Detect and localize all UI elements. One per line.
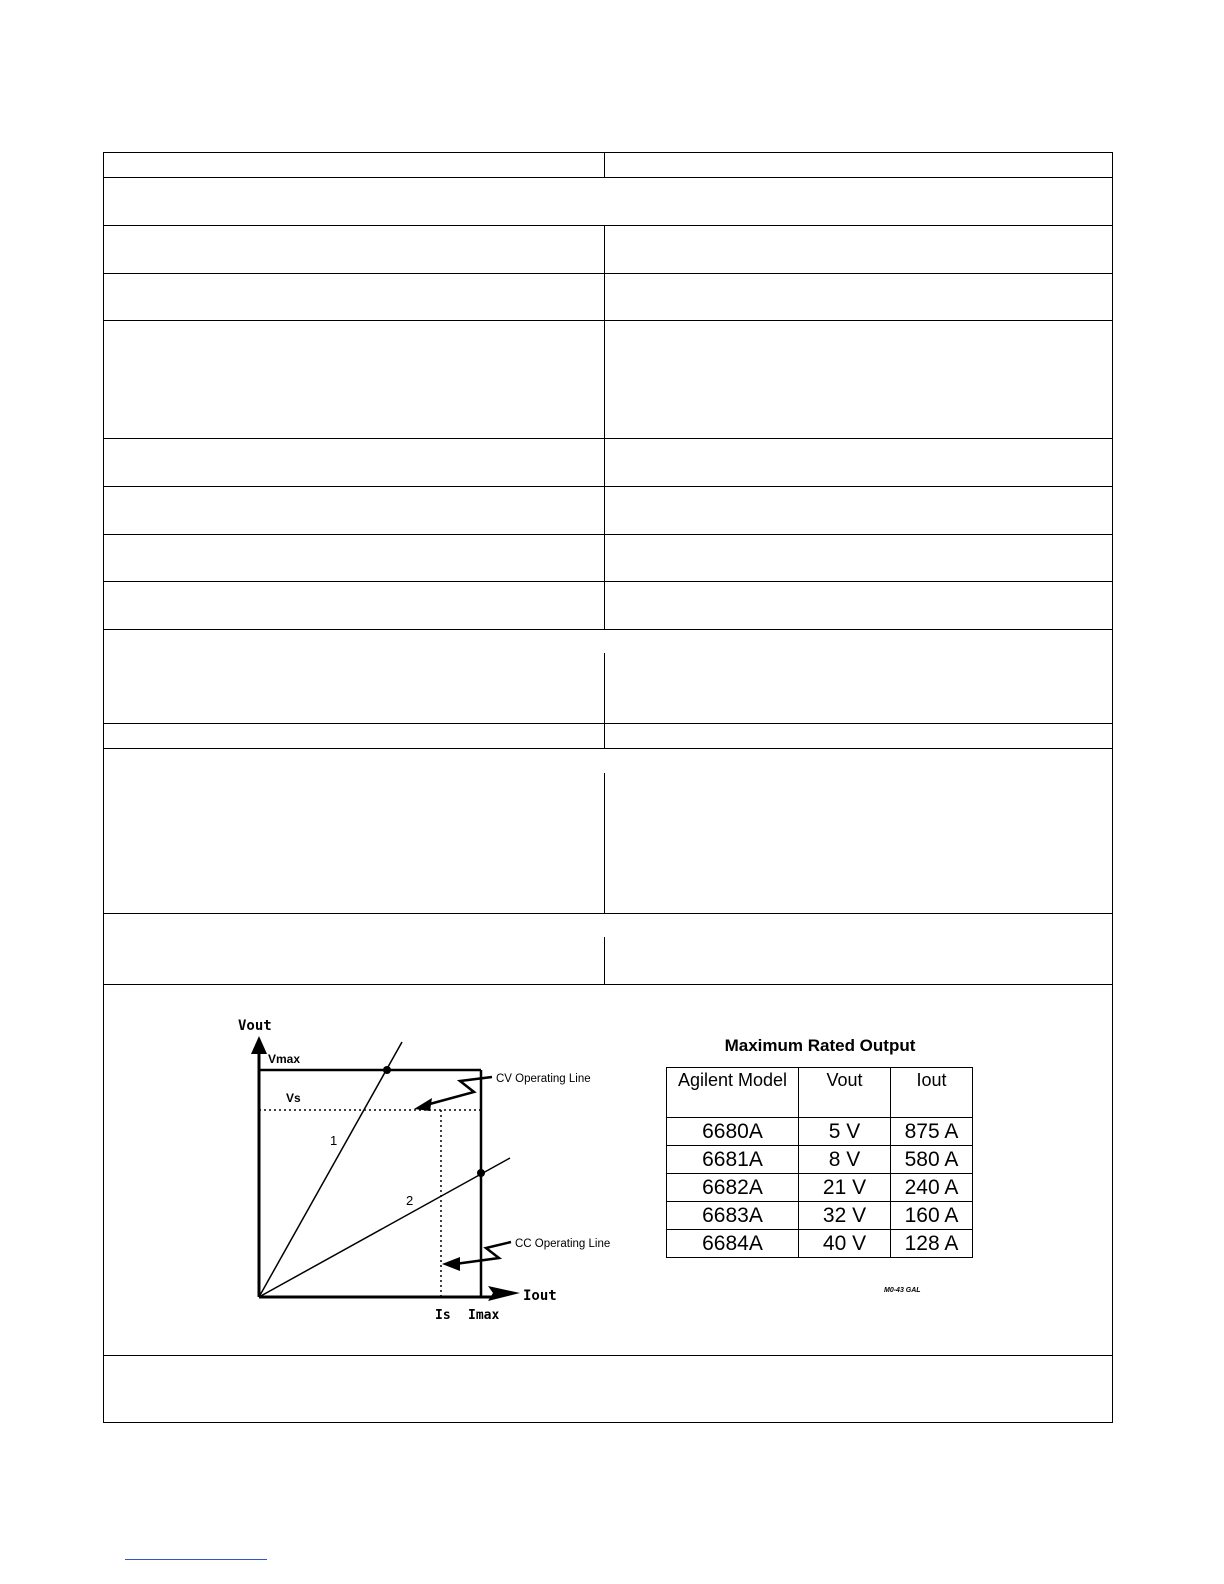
iout-cell: 128 A: [891, 1230, 973, 1258]
vmax-label: Vmax: [268, 1052, 301, 1066]
column-divider: [604, 937, 605, 984]
vout-axis-label: Vout: [238, 1018, 272, 1034]
vs-label: Vs: [286, 1091, 301, 1105]
iout-cell: 240 A: [891, 1174, 973, 1202]
intersection-point-1: [383, 1066, 391, 1074]
is-label: Is: [435, 1308, 451, 1323]
header-model: Agilent Model: [667, 1068, 799, 1118]
footer-link-underline[interactable]: [125, 1559, 267, 1560]
row-divider: [103, 438, 1113, 439]
load-line-2: [259, 1158, 510, 1297]
model-cell: 6682A: [667, 1174, 799, 1202]
column-divider: [604, 225, 605, 629]
header-vout: Vout: [799, 1068, 891, 1118]
iout-axis-label: Iout: [523, 1288, 557, 1304]
y-axis-arrow: [251, 1036, 267, 1054]
row-divider: [103, 273, 1113, 274]
cc-pointer-arrow: [455, 1242, 511, 1264]
row-divider: [103, 984, 1113, 985]
cc-operating-line-label: CC Operating Line: [515, 1238, 611, 1250]
model-cell: 6683A: [667, 1202, 799, 1230]
model-cell: 6684A: [667, 1230, 799, 1258]
cv-operating-line-label: CV Operating Line: [496, 1073, 591, 1085]
iout-cell: 160 A: [891, 1202, 973, 1230]
load-line-1: [259, 1042, 402, 1297]
operating-locus-diagram: [230, 1010, 650, 1340]
vout-cell: 5 V: [799, 1118, 891, 1146]
header-iout: Iout: [891, 1068, 973, 1118]
row-divider: [103, 177, 1113, 178]
line-1-label: 1: [330, 1133, 338, 1148]
cc-pointer-head: [442, 1257, 460, 1271]
column-divider: [604, 773, 605, 913]
row-divider: [103, 913, 1113, 914]
line-2-label: 2: [406, 1193, 414, 1208]
table-row: [667, 1230, 973, 1258]
row-divider: [103, 581, 1113, 582]
row-divider: [103, 723, 1113, 724]
iout-cell: 580 A: [891, 1146, 973, 1174]
column-divider: [604, 653, 605, 748]
rated-output-table: [666, 1067, 973, 1258]
row-divider: [103, 534, 1113, 535]
figure-code: M0-43 GAL: [884, 1287, 921, 1294]
intersection-point-2: [477, 1169, 485, 1177]
rated-output-title: Maximum Rated Output: [724, 1036, 916, 1055]
x-axis-arrow: [488, 1286, 520, 1301]
model-cell: 6681A: [667, 1146, 799, 1174]
cv-pointer-head: [414, 1098, 432, 1111]
vout-cell: 21 V: [799, 1174, 891, 1202]
vout-cell: 32 V: [799, 1202, 891, 1230]
table-row: [667, 1118, 973, 1146]
iout-cell: 875 A: [891, 1118, 973, 1146]
vout-cell: 40 V: [799, 1230, 891, 1258]
row-divider: [103, 225, 1113, 226]
row-divider: [103, 748, 1113, 749]
vout-cell: 8 V: [799, 1146, 891, 1174]
row-divider: [103, 629, 1113, 630]
table-row: [667, 1146, 973, 1174]
row-divider: [103, 320, 1113, 321]
table-row: [667, 1174, 973, 1202]
table-row: [667, 1202, 973, 1230]
imax-label: Imax: [468, 1308, 500, 1323]
column-divider: [604, 152, 605, 178]
row-divider: [103, 486, 1113, 487]
row-divider: [103, 1355, 1113, 1356]
model-cell: 6680A: [667, 1118, 799, 1146]
